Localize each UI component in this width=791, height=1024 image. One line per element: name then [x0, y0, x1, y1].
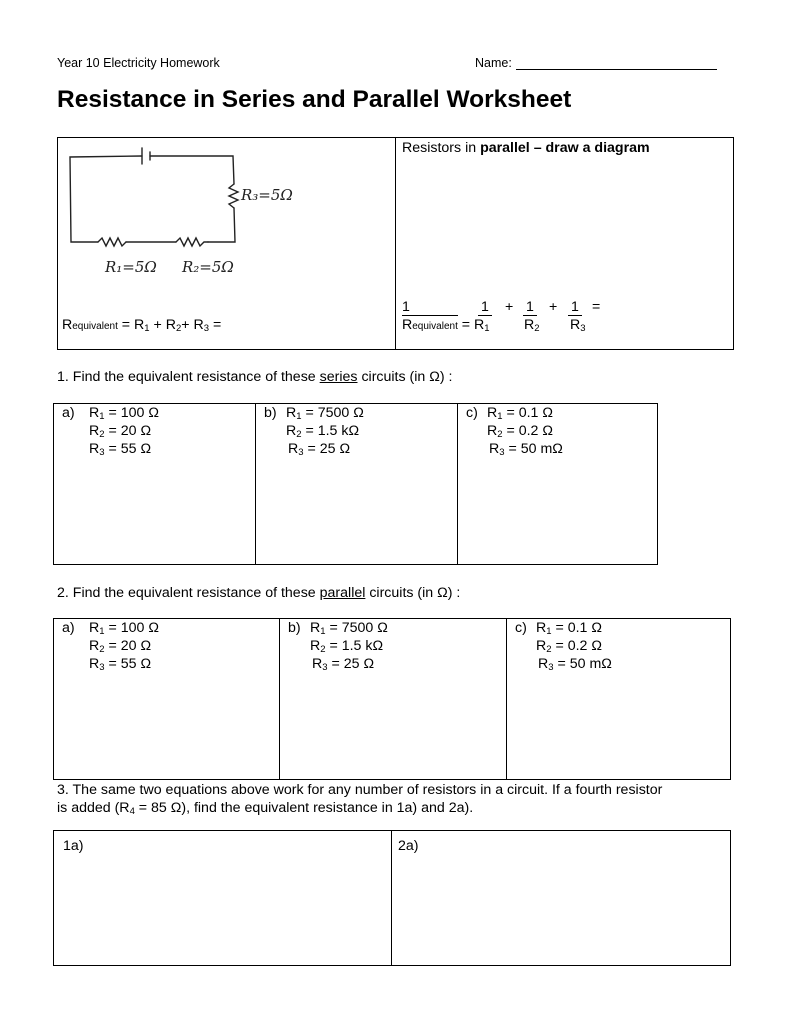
q1-b-r3: $R_3 = 25$ Ω [288, 441, 351, 458]
page-title: Resistance in Series and Parallel Worksheet [57, 86, 572, 113]
q1-c-r3: $R_3 = 50$ mΩ [489, 441, 563, 458]
parallel-numerator-0: 1 [402, 299, 410, 315]
battery-symbol [142, 148, 150, 164]
parallel-heading: Resistors in parallel – draw a diagram [402, 140, 650, 156]
circuit-wire-top-right [150, 156, 234, 184]
q2-cell-a[interactable] [53, 619, 279, 779]
resistor-r3-symbol [229, 184, 238, 208]
parallel-numerator-1: 1 [481, 299, 489, 315]
q1-b-r1: $R_1 = 7500$ Ω [286, 405, 364, 422]
series-circuit-sketch [60, 142, 320, 282]
name-field[interactable] [516, 69, 717, 70]
parallel-denominator-2: $R_2$ [524, 317, 540, 334]
plus-sign-2: + [549, 299, 558, 315]
question-1-prompt: 1. Find the equivalent resistance of these series circuits (in Ω) : [57, 369, 453, 385]
q1-c-r2: $R_2 = 0.2$ Ω [487, 423, 553, 440]
q3-cell-2a[interactable] [392, 831, 730, 965]
q1-cell-a-label: a) [62, 405, 75, 421]
q2-a-r1: $R_1 = 100$ Ω [89, 620, 159, 637]
plus-sign-1: + [505, 299, 514, 315]
q2-b-r3: $R_3 = 25$ Ω [312, 656, 375, 673]
question-3-prompt-line-2: is added ($R_4 = 85$ Ω), find the equivalent resistance in 1a) and 2a). [57, 800, 474, 817]
diagram-divider [395, 137, 396, 350]
resistor-r2-label: R₂=5Ω [182, 258, 234, 276]
q1-a-r1: $R_1 = 100$ Ω [89, 405, 159, 422]
q2-b-r2: $R_2 = 1.5$ kΩ [310, 638, 384, 655]
q2-cell-b-label: b) [288, 620, 301, 636]
parallel-numerator-3: 1 [571, 299, 579, 315]
circuit-wire-right [208, 208, 235, 242]
q1-cell-b[interactable] [256, 404, 456, 564]
q1-c-r1: $R_1 = 0.1$ Ω [487, 405, 553, 422]
q2-c-r1: $R_1 = 0.1$ Ω [536, 620, 602, 637]
q2-a-r3: $R_3 = 55$ Ω [89, 656, 152, 673]
parallel-numerator-2: 1 [526, 299, 534, 315]
q2-c-r2: $R_2 = 0.2$ Ω [536, 638, 602, 655]
q3-cell-1a[interactable] [54, 831, 390, 965]
q1-b-r2: $R_2 = 1.5$ kΩ [286, 423, 360, 440]
course-label: Year 10 Electricity Homework [57, 56, 220, 70]
q2-a-r2: $R_2 = 20$ Ω [89, 638, 152, 655]
q1-cell-a[interactable] [53, 404, 255, 564]
resistor-r1-symbol [98, 238, 126, 246]
q3-cell-1a-label: 1a) [63, 838, 84, 854]
q2-b-r1: $R_1 = 7500$ Ω [310, 620, 388, 637]
q1-cell-c[interactable] [458, 404, 657, 564]
q1-cell-b-label: b) [264, 405, 277, 421]
circuit-wire-left [70, 156, 142, 242]
question-2-prompt: 2. Find the equivalent resistance of these parallel circuits (in Ω) : [57, 585, 461, 601]
name-label: Name: [475, 56, 512, 70]
parallel-denominator-0: Requivalent = $R_1$ [402, 317, 490, 334]
resistor-r2-symbol [176, 238, 208, 246]
q2-c-r3: $R_3 = 50$ mΩ [538, 656, 612, 673]
parallel-denominator-3: $R_3$ [570, 317, 586, 334]
resistor-r3-label: R₃=5Ω [241, 186, 293, 204]
q2-cell-a-label: a) [62, 620, 75, 636]
series-formula: Requivalent = $R_1 + R_2+ R_3$ = [62, 317, 222, 334]
q1-a-r3: $R_3 = 55$ Ω [89, 441, 152, 458]
question-3-prompt-line-1: 3. The same two equations above work for any number of resistors in a circuit. If a fourth resistor [57, 782, 663, 798]
q1-cell-c-label: c) [466, 405, 478, 421]
q2-cell-c-label: c) [515, 620, 527, 636]
q2-cell-b[interactable] [280, 619, 505, 779]
parallel-formula [402, 298, 732, 338]
equals-sign: = [592, 299, 601, 315]
q2-cell-c[interactable] [507, 619, 730, 779]
resistor-r1-label: R₁=5Ω [105, 258, 157, 276]
q1-a-r2: $R_2 = 20$ Ω [89, 423, 152, 440]
q3-cell-2a-label: 2a) [398, 838, 419, 854]
